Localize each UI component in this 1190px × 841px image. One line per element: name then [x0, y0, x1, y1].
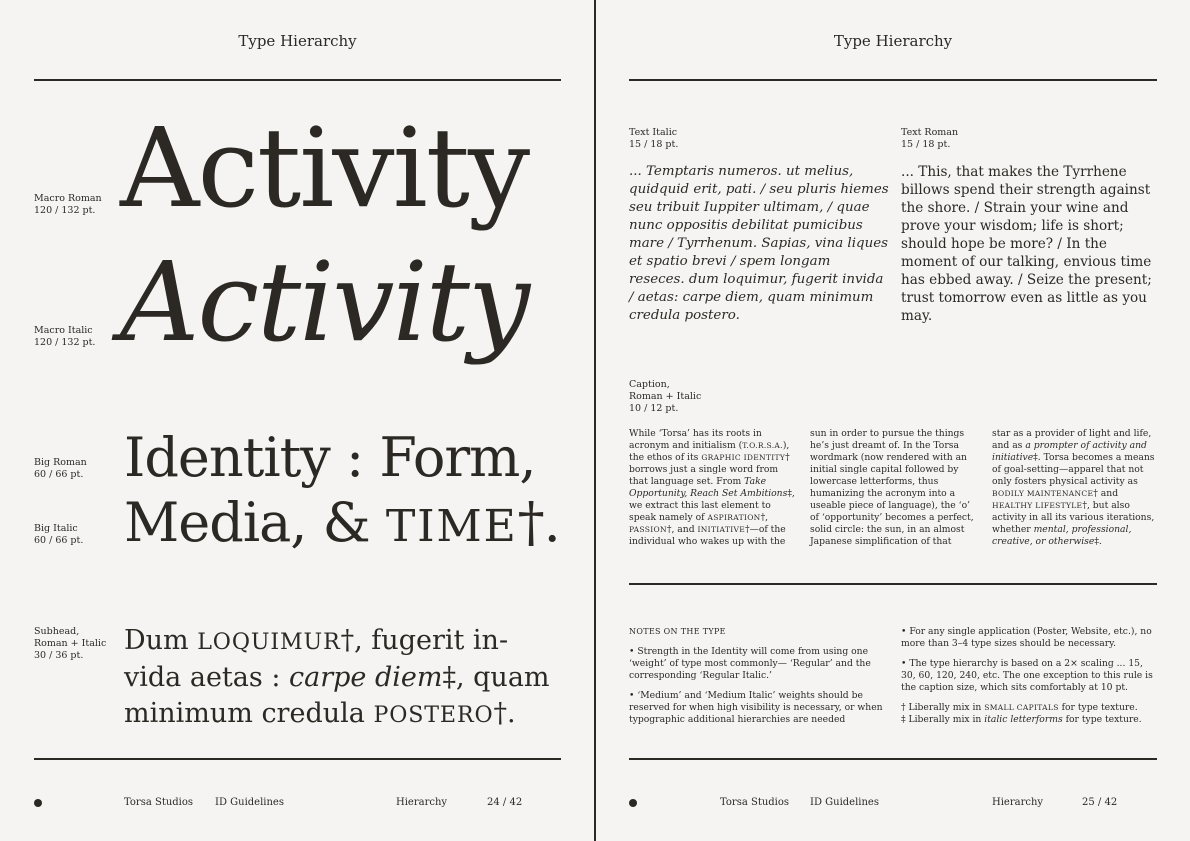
- label-big-italic: Big Italic 60 / 66 pt.: [34, 523, 84, 546]
- text-italic-sample: ... Temptaris numeros. ut melius, quidquid erit, pati. / seu pluris hiemes seu tribuit Iuppiter ultimam, / quae nunc oppositis debilitat pumicibus mare / Tyrrhenum. Sapias, vina liques et spatio brevi / spem longam reseces. dum loquimur, fugerit invida / aetas: carpe diem, quam minimum credula postero.: [629, 164, 889, 323]
- footer-doc: ID Guidelines: [810, 797, 879, 808]
- note-item: • For any single application (Poster, Website, etc.), no more than 3–4 type sizes should be necessary.: [901, 626, 1152, 649]
- footer-doc: ID Guidelines: [215, 797, 284, 808]
- notes-column-1: [629, 626, 887, 734]
- label-text-italic: Text Italic 15 / 18 pt.: [629, 127, 679, 150]
- caption-column-3: star as a provider of light and life, and as a prompter of activity and initiative‡. Torsa becomes a means of goal-setting—apparel that not only fosters physical activity as BODILY MAINTENANCE† and HEALTHY LIFESTYLE†, but also activity in all its various iterations, whether mental, professional, creative, or otherwise‡.: [992, 428, 1155, 547]
- caption-column-1: While ‘Torsa’ has its roots in acronym and initialism (T.O.R.S.A.), the ethos of its GRAPHIC IDENTITY† borrows just a single word from that language set. From Take Opportunity, Reach Set Ambitions‡, we extract this last element to speak namely of ASPIRATION†, PASSION†, and INITIATIVE†—of the individual who wakes up with the: [629, 428, 795, 547]
- macro-italic-sample: Activity: [120, 238, 529, 366]
- label-subhead: Subhead, Roman + Italic 30 / 36 pt.: [34, 626, 107, 661]
- page-header-title: Type Hierarchy: [833, 32, 953, 50]
- subhead-sample: Dum LOQUIMUR†, fugerit in- vida aetas : carpe diem‡, quam minimum credula POSTERO†.: [124, 625, 550, 729]
- header-rule: [34, 79, 561, 81]
- footer-page-number: 24 / 42: [487, 797, 523, 808]
- label-macro-italic: Macro Italic 120 / 132 pt.: [34, 325, 96, 348]
- right-page: [596, 0, 1190, 841]
- footer-studio: Torsa Studios: [720, 797, 790, 808]
- text-roman-sample: ... This, that makes the Tyrrhene billows spend their strength against the shore. / Strain your wine and prove your wisdom; life is short; should hope be more? / In the moment of our talking, envious time has ebbed away. / Seize the present; trust tomorrow even as little as you may.: [901, 164, 1152, 324]
- notes-column-2: [901, 626, 1159, 734]
- big-italic-sample: Media, & TIME†.: [124, 491, 560, 554]
- note-item: • Strength in the Identity will come from using one ‘weight’ of type most commonly— ‘Regular’ and the corresponding ‘Regular Italic.’: [629, 646, 871, 681]
- label-big-roman: Big Roman 60 / 66 pt.: [34, 457, 87, 480]
- footer-section: Hierarchy: [992, 797, 1044, 808]
- notes-rule: [629, 583, 1157, 585]
- header-rule: [629, 79, 1157, 81]
- big-roman-sample: Identity : Form,: [124, 426, 536, 489]
- note-item: • The type hierarchy is based on a 2× scaling ... 15, 30, 60, 120, 240, etc. The one exception to this rule is the caption size, which sits comfortably at 10 pt.: [901, 658, 1153, 693]
- label-macro-roman: Macro Roman 120 / 132 pt.: [34, 193, 102, 216]
- footer-dot: [34, 799, 42, 807]
- footer-page-number: 25 / 42: [1082, 797, 1118, 808]
- note-footnote-double-dagger: ‡ Liberally mix in italic letterforms for type texture.: [901, 714, 1142, 725]
- macro-roman-sample: Activity: [120, 104, 529, 232]
- page-header-title: Type Hierarchy: [238, 32, 357, 50]
- note-item: • ‘Medium’ and ‘Medium Italic’ weights should be reserved for when high visibility is necessary, or when typographic additional hierarchies are needed: [629, 690, 883, 725]
- note-footnote-dagger: † Liberally mix in SMALL CAPITALS for type texture.: [901, 702, 1138, 713]
- label-text-roman: Text Roman 15 / 18 pt.: [901, 127, 959, 150]
- footer-rule: [629, 758, 1157, 760]
- label-caption: Caption, Roman + Italic 10 / 12 pt.: [629, 379, 702, 414]
- footer-section: Hierarchy: [396, 797, 448, 808]
- notes-title: NOTES ON THE TYPE: [629, 627, 726, 636]
- footer-rule: [34, 758, 561, 760]
- footer-dot: [629, 799, 637, 807]
- caption-column-2: sun in order to pursue the things he’s just dreamt of. In the Torsa wordmark (now rendered with an initial single capital followed by lowercase letterforms, thus humanizing the acronym into a useable piece of language), the ‘o’ of ‘opportunity’ becomes a perfect, solid circle: the sun, in an almost Japanese simplification of that: [810, 428, 974, 547]
- footer-studio: Torsa Studios: [124, 797, 194, 808]
